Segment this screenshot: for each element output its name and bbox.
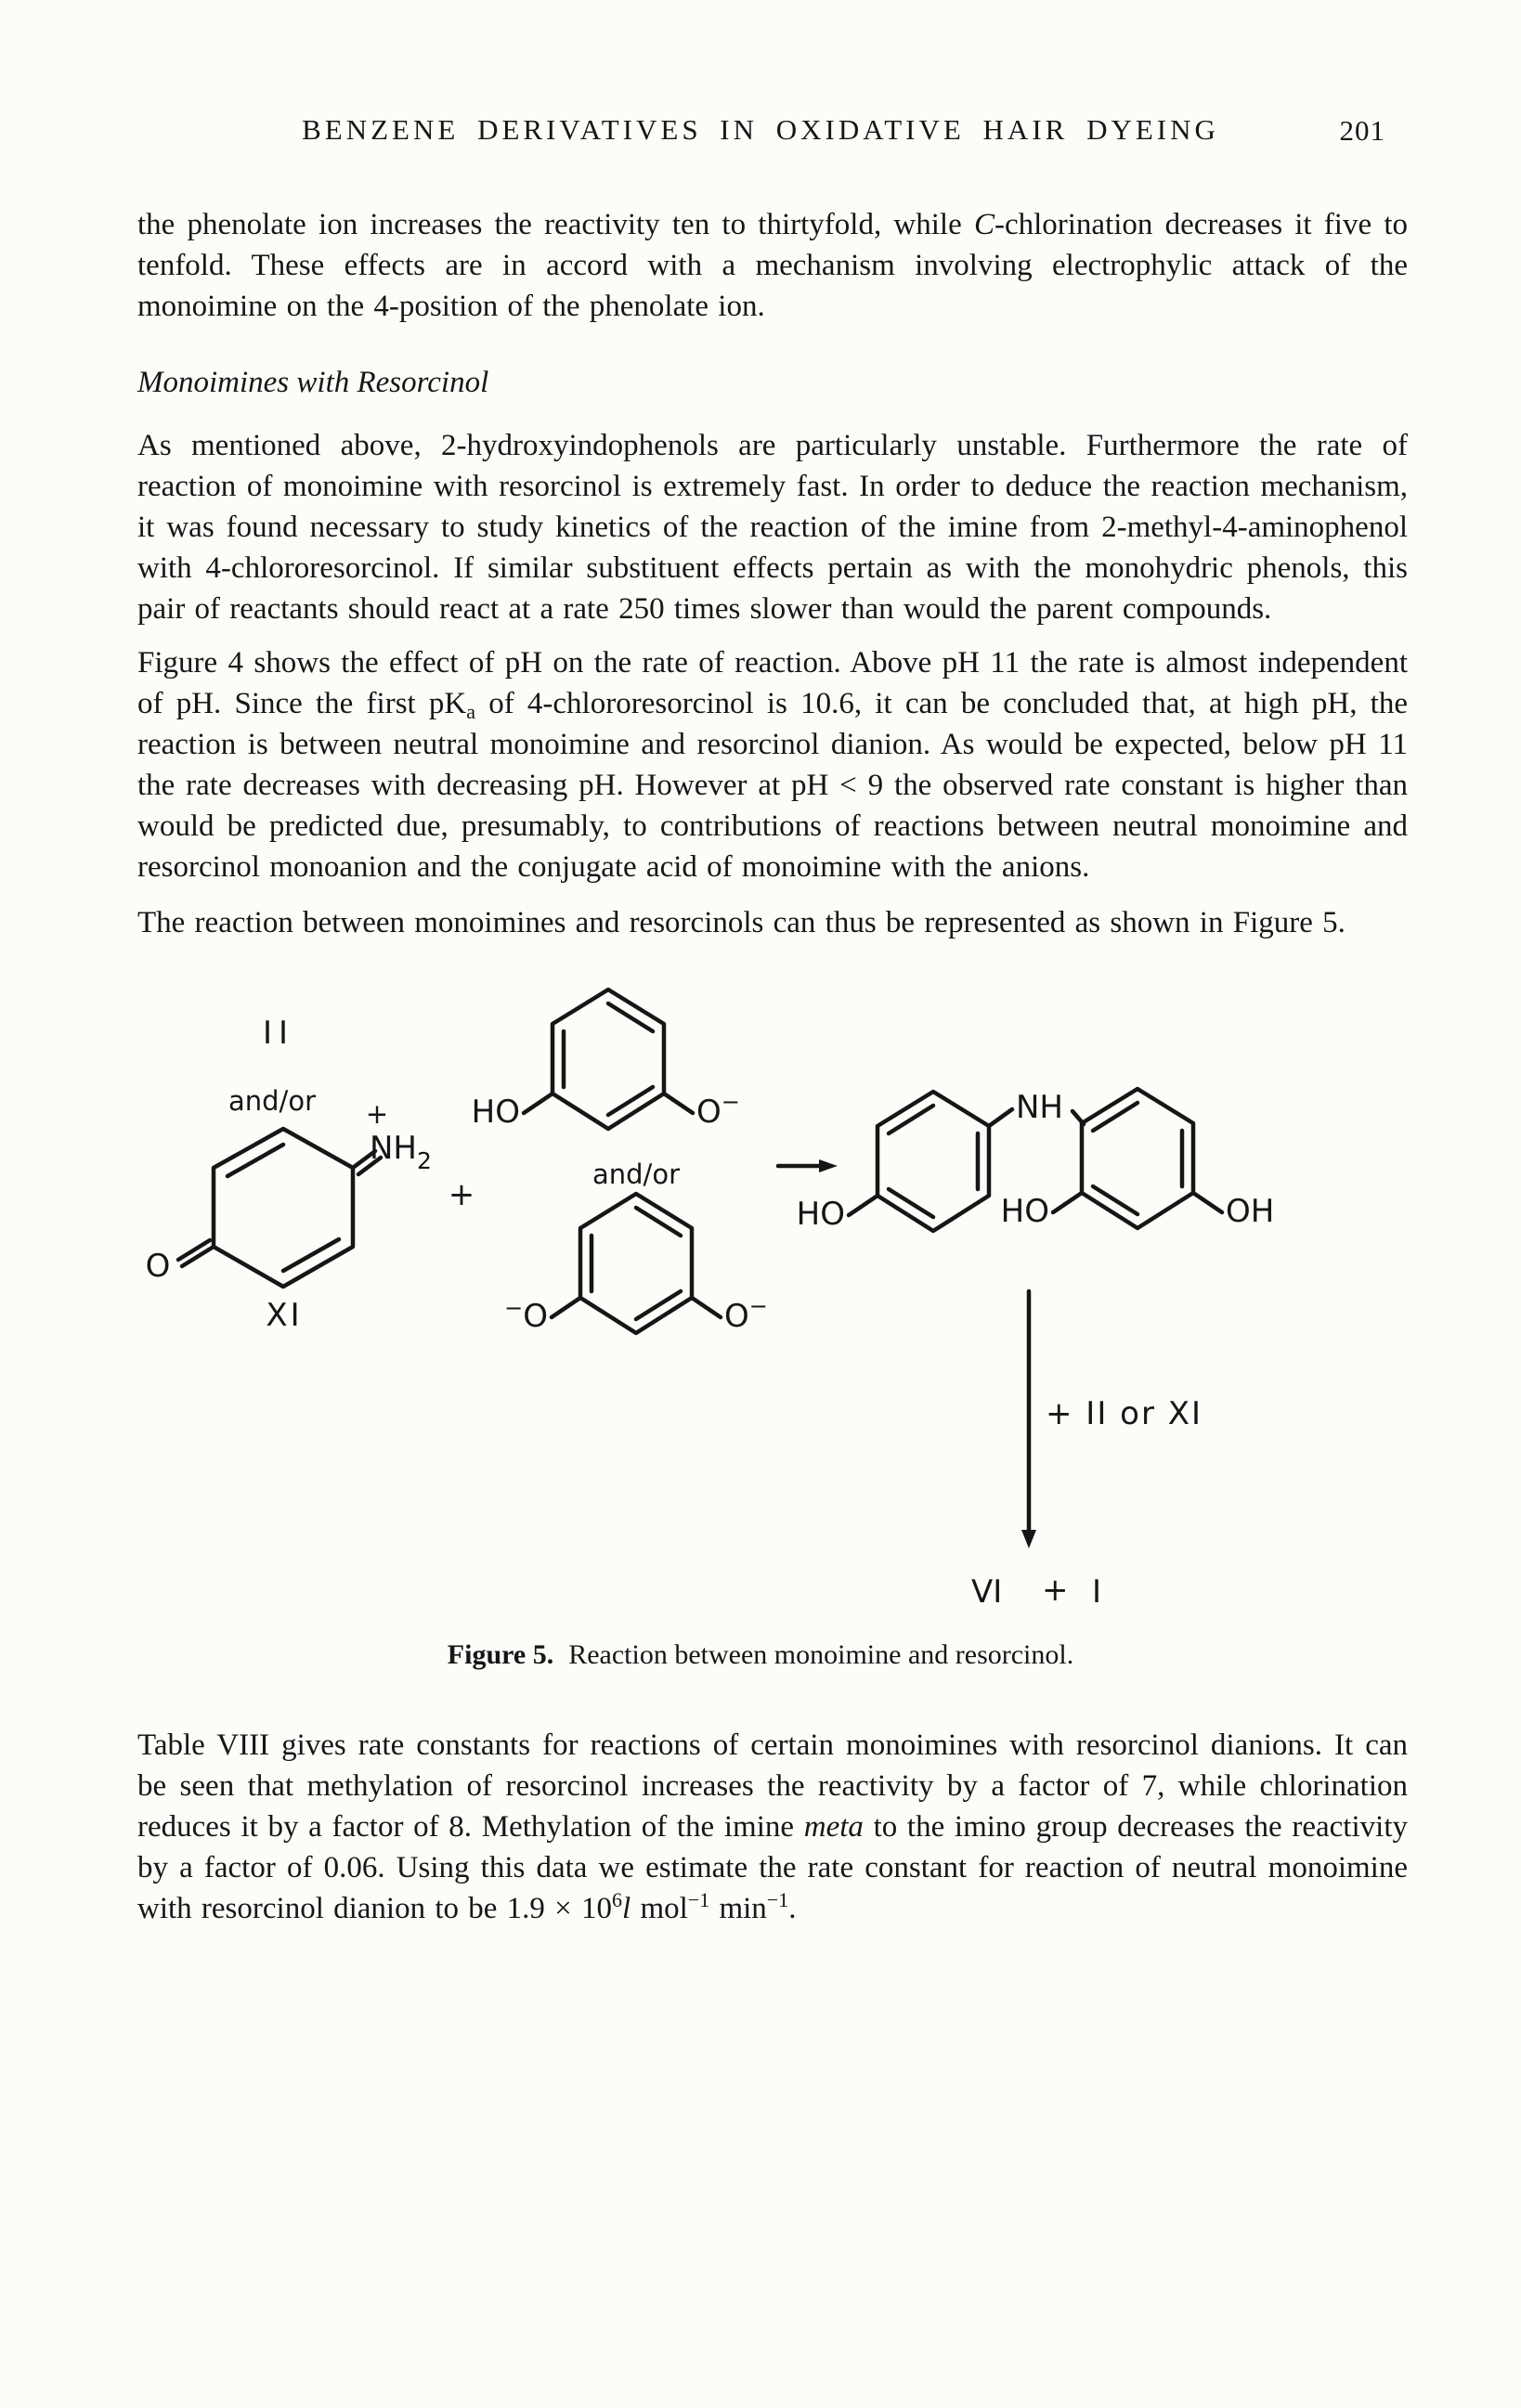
running-header [0, 113, 1521, 147]
page-number: 201 [1339, 114, 1385, 147]
min-exponent: −1 [766, 1888, 789, 1911]
paragraph-phenolate: the phenolate ion increases the reactivity ten to thirtyfold, while C-chlorination decreases it five to tenfold. These effects are in accord with a mechanism involving electrophylic attack of the monoimine on the 4-position of the phenolate ion. [137, 208, 1408, 323]
and-or-middle-label: and/or [592, 1159, 680, 1190]
addition-arrow-label: + II or XI [1046, 1395, 1203, 1432]
paragraph-figure4-ph: Figure 4 shows the effect of pH on the rate of reaction. Above pH 11 the rate is almost independent of pH. Since the first $pK_a$ of 4-chlororesorcinol is 10.6, it can be concluded that, at high pH, the reaction is between neutral monoimine and resorcinol dianion. As would be expected, below pH 11 the rate decreases with decreasing pH. However at pH < 9 the observed rate constant is higher than would be predicted due, presumably, to contributions of reactions between neutral monoimine and resorcinol monoanion and the conjugate acid of monoimine with the anions. [137, 646, 1408, 884]
addition-arrow-down [1021, 1291, 1202, 1548]
resorcinol-o-minus-label: O− [696, 1089, 740, 1131]
compound-ii-label: II [262, 1015, 295, 1052]
mol-exponent: −1 [687, 1888, 710, 1911]
exponent-6: 6 [612, 1888, 623, 1911]
figure-5-reaction-scheme [0, 980, 1521, 1630]
final-products-label [971, 1572, 1101, 1611]
page-title: BENZENE DERIVATIVES IN OXIDATIVE HAIR DYEING [302, 113, 1219, 146]
scanned-book-page [0, 113, 1521, 2408]
resorcinol-dianion [504, 1194, 768, 1335]
section-heading: Monoimines with Resorcinol [137, 366, 489, 399]
xi-nh2-label: $NH_2$ [370, 1130, 432, 1174]
structure-xi-quinoneimine [146, 1098, 432, 1334]
dianion-left-o-label: −O [504, 1295, 548, 1335]
paragraph-figure5-intro: The reaction between monoimines and resorcinols can thus be represented as shown in Figure 5. [137, 906, 1346, 939]
product-ho-mid-label: HO [1000, 1193, 1049, 1230]
product-nh-label: NH [1016, 1089, 1063, 1126]
product-structure [797, 1089, 1275, 1233]
text-block-top [137, 204, 1408, 943]
product-oh-right-label: OH [1226, 1193, 1275, 1230]
figure-caption [0, 1639, 1521, 1671]
product-vi-label: VI [971, 1573, 1003, 1611]
litre-symbol: l [622, 1892, 631, 1925]
resorcinol-monoanion [472, 990, 740, 1131]
paragraph-table8-rates: Table VIII gives rate constants for reactions of certain monoimines with resorcinol dianions. It can be seen that methylation of resorcinol increases the reactivity by a factor of 7, while chlorination reduces it by a factor of 8. Methylation of the imine meta to the imino group decreases the reactivity by a factor of 0.06. Using this data we estimate the rate constant for reaction of neutral monoimine with resorcinol dianion to be $1.9 \times 10^6l$ mol$^{-1}$ $\min^{-1}$. [137, 1728, 1408, 1925]
text-block-bottom [137, 1725, 1408, 1929]
xi-oxygen-label: O [145, 1248, 171, 1285]
paragraph-monoimines: As mentioned above, 2-hydroxyindophenols are particularly unstable. Furthermore the rate of reaction of monoimine with resorcinol is extremely fast. In order to deduce the reaction mechanism, it was found necessary to study kinetics of the reaction of the imine from 2-methyl-4-aminophenol with 4-chlororesorcinol. If similar substituent effects pertain as with the monohydric phenols, this pair of reactants should react at a rate 250 times slower than would the parent compounds. [137, 429, 1408, 626]
resorcinol-ho-label: HO [471, 1094, 520, 1131]
figure-caption-number: Figure 5. [447, 1639, 554, 1670]
product-ho-left-label: HO [796, 1196, 845, 1233]
and-or-left-label: and/or [228, 1085, 316, 1117]
product-i-label: I [1092, 1573, 1102, 1611]
pka-subscript: a [466, 700, 476, 723]
dianion-right-o-label: O− [724, 1293, 768, 1335]
xi-label: XI [266, 1297, 303, 1334]
figure-caption-text: Reaction between monoimine and resorcinol. [568, 1639, 1074, 1670]
reaction-arrow [778, 1159, 838, 1172]
xi-plus-charge: + [365, 1098, 389, 1130]
product-plus-label: + [1042, 1572, 1069, 1609]
plus-sign: + [448, 1176, 475, 1213]
